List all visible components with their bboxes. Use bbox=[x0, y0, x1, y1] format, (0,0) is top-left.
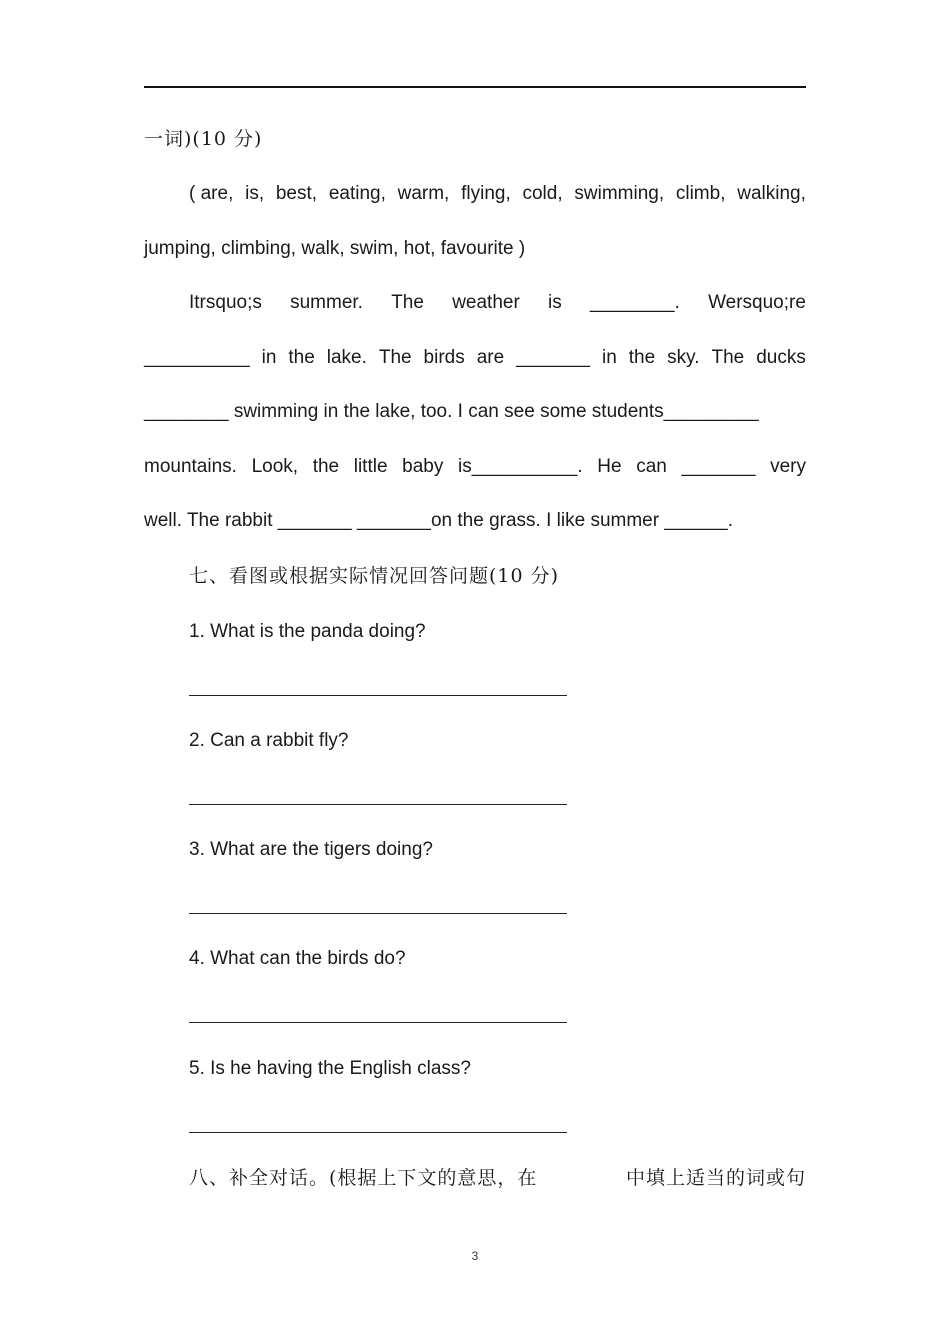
question-4: 4. What can the birds do? bbox=[189, 948, 406, 969]
answer-line-1 bbox=[189, 695, 567, 696]
section7-heading: 七、看图或根据实际情况回答问题(10 分) bbox=[189, 565, 560, 587]
passage-line-3: ________ swimming in the lake, too. I can see some students_________ bbox=[144, 401, 759, 422]
passage-line-5: well. The rabbit _______ _______on the grass. I like summer ______. bbox=[144, 510, 734, 531]
page-number: 3 bbox=[471, 1249, 479, 1263]
word-bank-line-1: ( are, is, best, eating, warm, flying, cold, swimming, climb, walking, bbox=[189, 183, 806, 204]
question-5: 5. Is he having the English class? bbox=[189, 1058, 472, 1079]
top-rule bbox=[144, 86, 806, 88]
answer-line-2 bbox=[189, 804, 567, 805]
section8-heading: 八、补全对话。(根据上下文的意思，在 中填上适当的词或句 bbox=[189, 1167, 806, 1189]
passage-line-1: Itrsquo;s summer. The weather is ________. Wersquo;re bbox=[189, 292, 806, 313]
question-3: 3. What are the tigers doing? bbox=[189, 839, 433, 860]
word-bank-line-2: jumping, climbing, walk, swim, hot, favourite ) bbox=[144, 238, 526, 259]
question-1: 1. What is the panda doing? bbox=[189, 621, 426, 642]
answer-line-3 bbox=[189, 913, 567, 914]
section6-heading-fragment: 一词)(10 分) bbox=[144, 128, 263, 150]
passage-line-2: __________ in the lake. The birds are _______ in the sky. The ducks bbox=[144, 347, 806, 368]
answer-line-4 bbox=[189, 1022, 567, 1023]
question-2: 2. Can a rabbit fly? bbox=[189, 730, 349, 751]
passage-line-4: mountains. Look, the little baby is__________. He can _______ very bbox=[144, 456, 806, 477]
answer-line-5 bbox=[189, 1132, 567, 1133]
